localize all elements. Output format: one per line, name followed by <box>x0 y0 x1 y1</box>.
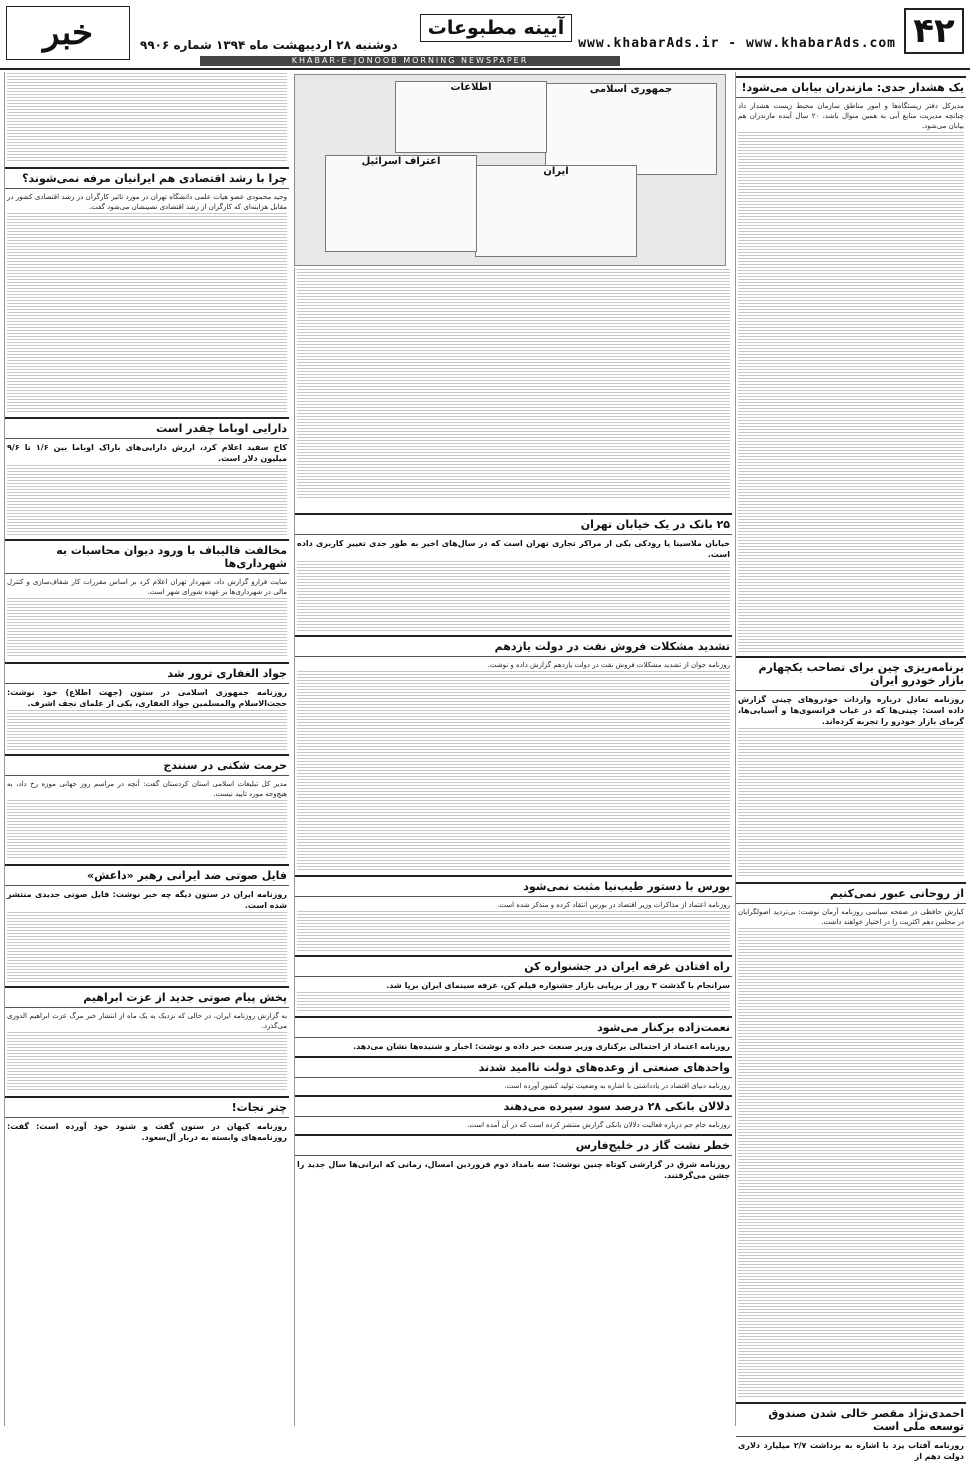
article-body: سایت فرارو گزارش داد، شهردار تهران اعلام کرد بر اساس مقررات کار شفاف‌سازی و کنترل مالی در شهرداری‌ها بر عهده شورای شهر است. <box>7 578 287 596</box>
article <box>295 875 732 951</box>
article-headline: چتر نجات! <box>5 1096 289 1118</box>
article-headline: جواد الغفاری ترور شد <box>5 662 289 684</box>
article <box>5 417 289 535</box>
masthead <box>0 0 970 70</box>
column-left <box>4 72 289 1426</box>
article-headline: بورس با دستور طیب‌نیا مثبت نمی‌شود <box>295 875 732 897</box>
section-title: آیینه مطبوعات <box>420 14 572 42</box>
article-headline: واحدهای صنعتی از وعده‌های دولت ناامید شدند <box>295 1056 732 1078</box>
page-number: ۴۲ <box>904 8 964 54</box>
website-url[interactable]: www.khabarAds.ir - www.khabarAds.com <box>578 36 896 51</box>
article <box>295 269 732 509</box>
article <box>295 1095 732 1130</box>
article <box>5 864 289 982</box>
article-headline: حرمت شکنی در سنندج <box>5 754 289 776</box>
paper-4: اعتراف اسرائیل <box>325 155 477 252</box>
article <box>295 1016 732 1052</box>
article-headline: نعمت‌زاده برکنار می‌شود <box>295 1016 732 1038</box>
article-headline: یک هشدار جدی: مازندران بیابان می‌شود! <box>736 76 966 98</box>
article-body: روزنامه شرق در گزارشی کوتاه چنین نوشت: سه بامداد دوم فروردین امسال، زمانی که ایرانی‌ها سال جدید را جشن می‌گرفتند. <box>297 1160 730 1180</box>
article-headline: دارایی اوباما چقدر است <box>5 417 289 439</box>
article <box>295 513 732 631</box>
paper-1: جمهوری اسلامی <box>545 83 717 175</box>
article-headline: از روحانی عبور نمی‌کنیم <box>736 882 966 904</box>
article <box>5 662 289 750</box>
article-body: وحید محمودی عضو هیات علمی دانشگاه تهران در مورد تاثیر کارگران در رشد اقتصادی کشور در مقابل هزاینه‌ای که کارگران از رشد اقتصادی نصیبشان می‌شود گفت. <box>7 193 287 211</box>
article-headline: خطر نشت گاز در خلیج‌فارس <box>295 1134 732 1156</box>
article-body: روزنامه کیهان در ستون گفت و شنود خود آورده است: گفت: روزنامه‌های وابسته به دربار آل‌سعود. <box>7 1122 287 1142</box>
article-headline: راه افتادن غرفه ایران در جشنواره کن <box>295 955 732 977</box>
article <box>5 986 289 1092</box>
article-headline: احمدی‌نژاد مقصر خالی شدن صندوق توسعه ملی است <box>736 1402 966 1437</box>
article-headline: ۲۵ بانک در یک خیابان تهران <box>295 513 732 535</box>
article <box>5 754 289 860</box>
issue-date: دوشنبه ۲۸ اردیبهشت ماه ۱۳۹۴ شماره ۹۹۰۶ <box>140 38 398 52</box>
article <box>736 882 966 1398</box>
paper-3: ایران <box>475 165 637 257</box>
article-body: خیابان ملاسینا یا رودکی یکی از مراکز تجاری تهران است که در سال‌های اخیر به طور جدی تغییر کاربری داده است. <box>297 539 730 559</box>
article-headline: برنامه‌ریزی چین برای تصاحب یکچهارم بازار خودرو ایران <box>736 656 966 691</box>
article <box>736 76 966 652</box>
article-body: روزنامه جمهوری اسلامی در ستون (جهت اطلاع) خود نوشت: حجت‌الاسلام والمسلمین جواد الغفاری، یکی از علمای نجف اشرف. <box>7 688 287 708</box>
article-headline: مخالفت قالیباف با ورود دیوان محاسبات به شهرداری‌ها <box>5 539 289 574</box>
article <box>295 955 732 1012</box>
article-headline: تشدید مشکلات فروش نفت در دولت یازدهم <box>295 635 732 657</box>
article <box>5 1096 289 1143</box>
article-headline: پخش پیام صوتی جدید از عزت ابراهیم <box>5 986 289 1008</box>
article-body: کاخ سفید اعلام کرد، ارزش دارایی‌های باراک اوباما بین ۱/۶ تا ۹/۶ میلیون دلار است. <box>7 443 287 463</box>
article-headline: چرا با رشد اقتصادی هم ایرانیان مرفه نمی‌شوند؟ <box>5 167 289 189</box>
article <box>295 635 732 871</box>
article-body: روزنامه جوان از تشدید مشکلات فروش نفت در دولت یازدهم گزارش داده و نوشت. <box>487 661 730 669</box>
article-body: به گزارش روزنامه ایران، در حالی که نزدیک به یک ماه از انتشار خبر مرگ عزت ابراهیم الدوری می‌گذرد. <box>7 1012 287 1030</box>
article-body: روزنامه جام جم درباره فعالیت دلالان بانکی گزارش منتشر کرده است که در آن آمده است. <box>467 1121 730 1129</box>
subtitle-bar: KHABAR-E-JONOOB MORNING NEWSPAPER <box>200 56 620 66</box>
newspaper-logo: خبر <box>6 6 130 60</box>
article-body: سرانجام با گذشت ۳ روز از برپایی بازار جشنواره فیلم کن، غرفه سینمای ایران برپا شد. <box>386 981 730 990</box>
article-headline: دلالان بانکی ۲۸ درصد سود سپرده می‌دهند <box>295 1095 732 1117</box>
paper-2: اطلاعات <box>395 81 547 153</box>
article-body: مدیرکل دفتر زیستگاه‌ها و امور مناطق سازمان محیط زیست هشدار داد چنانچه مدیریت منابع آبی به همین منوال باشد، ۲۰ سال آینده مازندران هم بیابان می‌شود. <box>738 102 964 130</box>
column-middle <box>294 268 732 1426</box>
article-body: روزنامه تعادل درباره واردات خودروهای چینی گزارش داده است: چینی‌ها که در غیاب فرانسوی‌ها و آسیایی‌ها، گرمای بازار خودرو را تجربه کرده‌اند. <box>738 695 964 726</box>
article-body: روزنامه دنیای اقتصاد در یادداشتی با اشاره به وضعیت تولید کشور آورده است. <box>504 1082 730 1090</box>
article-body: روزنامه اعتماد از مذاکرات وزیر اقتصاد در بورس انتقاد کرده و متذکر شده است. <box>497 901 730 909</box>
article <box>736 1402 966 1462</box>
article-body: کیارش حافظی در صفحه سیاسی روزنامه آرمان نوشت: بی‌تردید اصولگرایان در مجلس دهم اکثریت را در اختیار خواهند داشت. <box>738 908 964 926</box>
column-right <box>735 72 966 1461</box>
article <box>295 1134 732 1181</box>
article <box>5 539 289 658</box>
article-body: مدیر کل تبلیغات اسلامی استان کردستان گفت: آنچه در مراسم روز جهانی موزه رخ داد، به هیچ‌وجه مورد تایید نیست. <box>7 780 287 798</box>
article-body: روزنامه ایران در ستون دیگه چه خبر نوشت: فایل صوتی جدیدی منتشر شده است. <box>7 890 287 910</box>
article <box>736 656 966 878</box>
article-headline: فایل صوتی ضد ایرانی رهبر «داعش» <box>5 864 289 886</box>
newspapers-photo <box>294 74 726 266</box>
article-body: روزنامه اعتماد از احتمالی برکناری وزیر صنعت خبر داده و نوشت: اخبار و شنیده‌ها نشان می‌دهد. <box>353 1042 730 1051</box>
article <box>5 167 289 413</box>
article-body: روزنامه آفتاب یزد با اشاره به برداشت ۲/۷ میلیارد دلاری دولت دهم از <box>738 1441 964 1461</box>
article <box>295 1056 732 1091</box>
